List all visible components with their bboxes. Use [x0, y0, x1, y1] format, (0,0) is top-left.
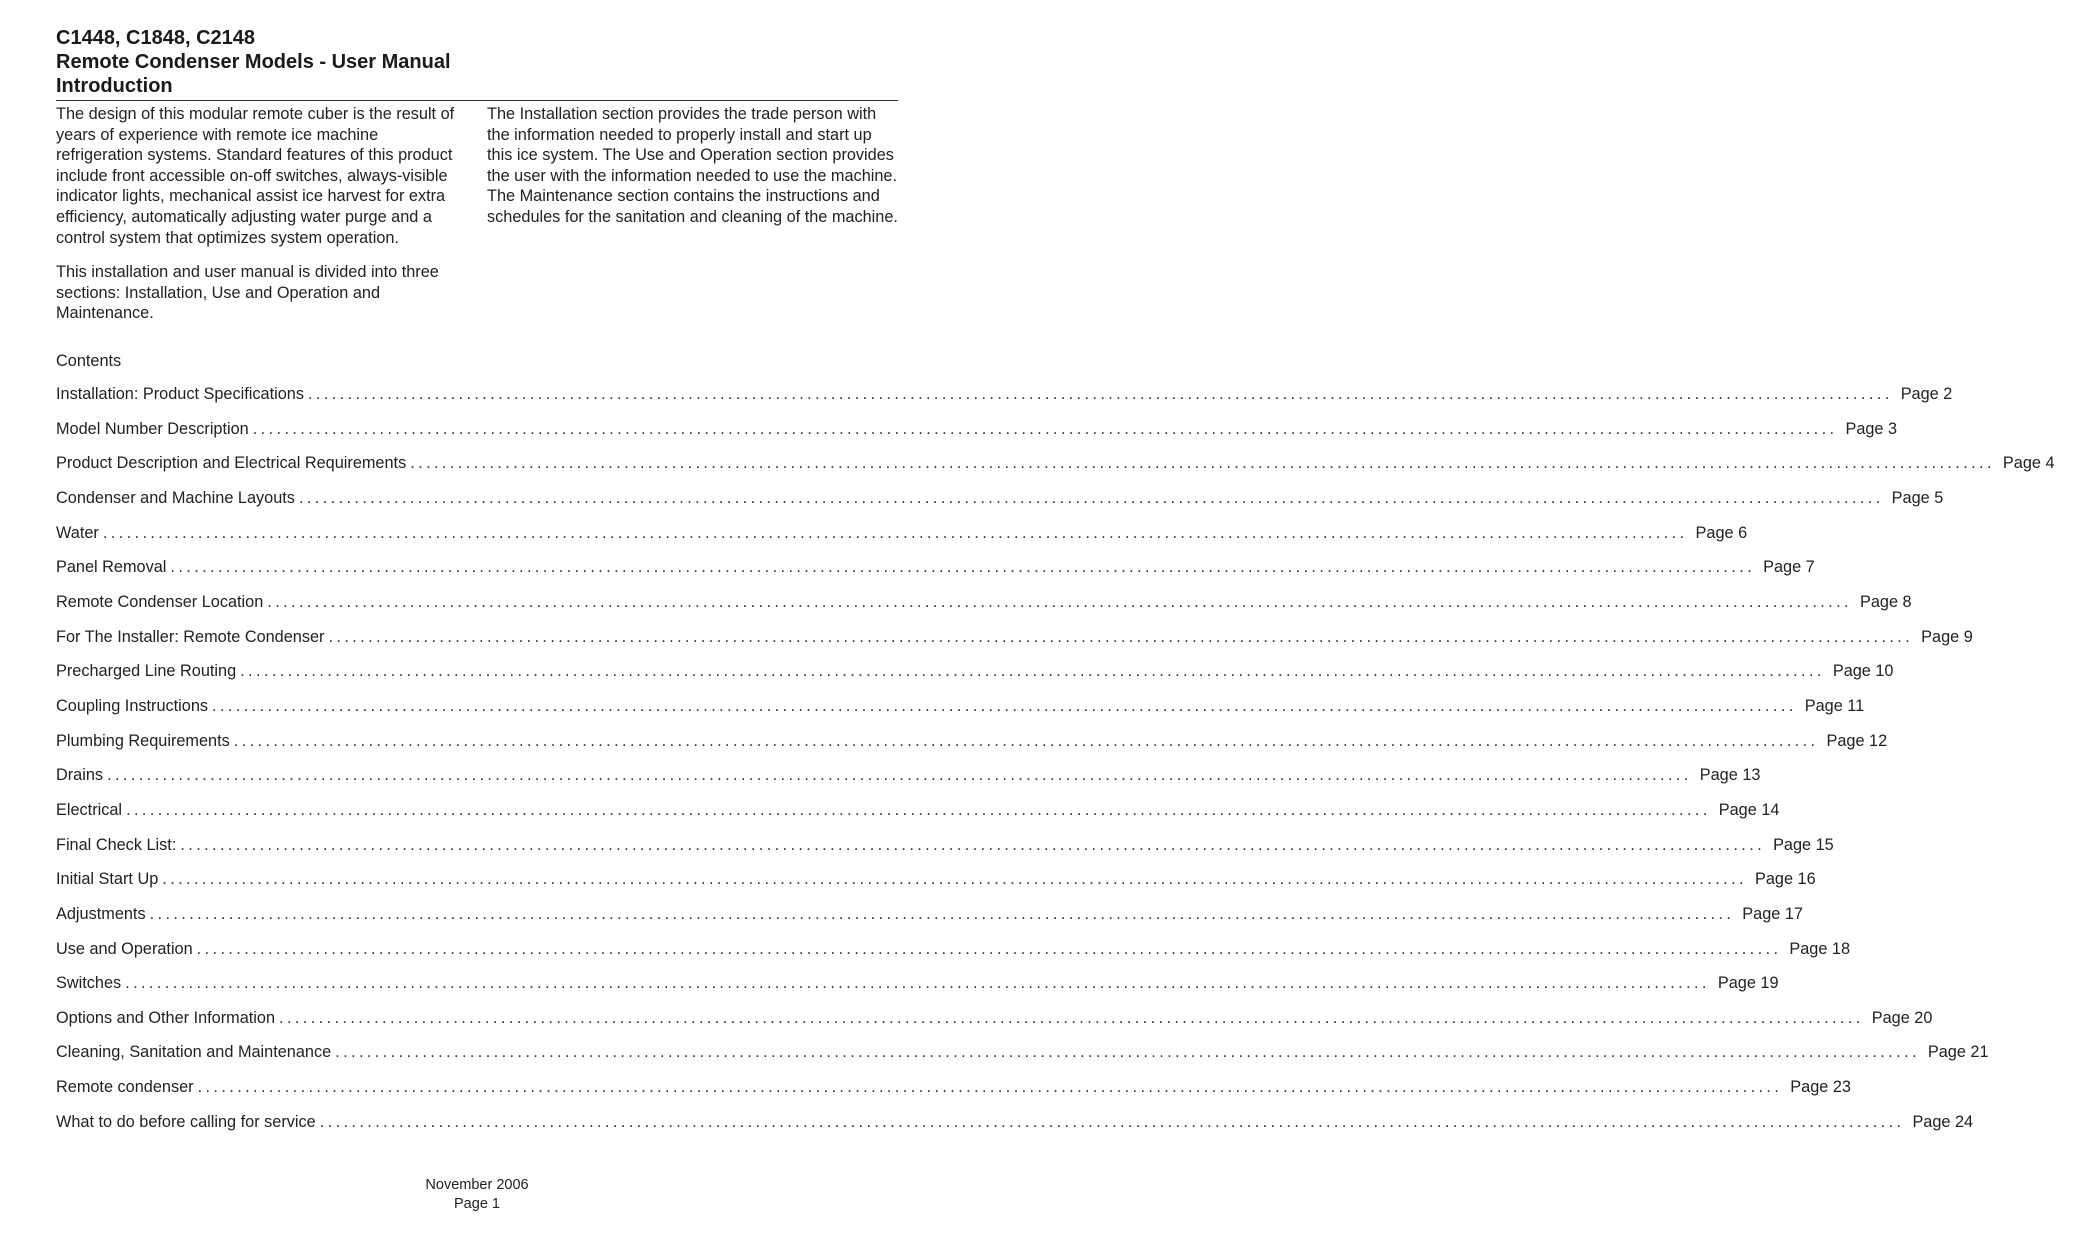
toc-entry-page: Page 14 — [1718, 800, 1780, 819]
intro-paragraph-overview: The Installation section provides the trade person with the information needed to properly install and start up this ice system. The Use and Operation section provides the user with the information needed to use the machine. The Maintenance section contains the instructions and schedules for the sanitation and cleaning of the machine. — [487, 105, 898, 226]
toc-entry[interactable] — [56, 973, 1779, 1008]
toc-entry[interactable] — [56, 731, 1888, 766]
toc-entry-page: Page 19 — [1717, 974, 1779, 993]
toc-entry[interactable] — [56, 904, 1803, 939]
toc-entry-page: Page 9 — [1921, 627, 1973, 646]
intro-paragraph-design: The design of this modular remote cuber is the result of years of experience with remote ice machine refrigeration systems. Standard features of this product include front accessible on-off switches, always-visible indicator lights, mechanical assist ice harvest for extra efficiency, automatically adjusting water purge and a control system that optimizes system operation. — [56, 105, 455, 247]
toc-entry-title: For The Installer: Remote Condenser — [56, 627, 325, 646]
toc-dot-leader: ........................................................................................................................................................................................................ — [180, 835, 1766, 854]
toc-entry-page: Page 11 — [1804, 696, 1865, 715]
toc-entry[interactable] — [56, 523, 1748, 558]
toc-entry-page: Page 20 — [1871, 1008, 1933, 1027]
toc-entry[interactable] — [56, 453, 2055, 488]
intro-paragraph-sections: This installation and user manual is divided into three sections: Installation, Use and Operation and Maintenance. — [56, 263, 439, 323]
toc-entry-title: Condenser and Machine Layouts — [56, 488, 295, 507]
toc-dot-leader: ........................................................................................................................................................................................................ — [196, 939, 1782, 958]
toc-entry-title: Drains — [56, 766, 104, 785]
toc-entry[interactable] — [56, 1008, 1933, 1043]
toc-entry[interactable] — [56, 661, 1894, 696]
intro-right-column — [487, 104, 901, 228]
toc-entry-title: Plumbing Requirements — [56, 731, 230, 750]
toc-entry-page: Page 8 — [1859, 592, 1912, 611]
footer-page-number: Page 1 — [454, 1196, 500, 1212]
toc-entry-title: Remote Condenser Location — [56, 592, 264, 611]
toc-entry-page: Page 15 — [1773, 835, 1834, 854]
toc-entry-page: Page 7 — [1763, 558, 1815, 577]
toc-entry-page: Page 6 — [1695, 523, 1748, 542]
toc-entry-page: Page 4 — [2002, 454, 2055, 473]
toc-entry-title: Switches — [56, 974, 122, 993]
toc-entry[interactable] — [56, 1077, 1851, 1112]
page-footer — [0, 1176, 954, 1214]
toc-entry-title: Cleaning, Sanitation and Maintenance — [56, 1043, 332, 1062]
toc-entry-title: Product Description and Electrical Requirements — [56, 454, 407, 473]
toc-dot-leader: ........................................................................................................................................................................................................ — [212, 696, 1797, 715]
toc-entry-title: Options and Other Information — [56, 1008, 276, 1027]
header-divider — [56, 100, 898, 101]
toc-entry-title: Model Number Description — [56, 419, 249, 438]
toc-dot-leader: ........................................................................................................................................................................................................ — [252, 419, 1838, 438]
toc-entry-title: Final Check List: — [56, 835, 177, 854]
toc-entry-page: Page 10 — [1832, 662, 1894, 681]
toc-dot-leader: ........................................................................................................................................................................................................ — [197, 1078, 1783, 1097]
toc-entry[interactable] — [56, 939, 1851, 974]
table-of-contents — [56, 384, 2055, 1146]
toc-dot-leader: ........................................................................................................................................................................................................ — [319, 1112, 1905, 1131]
toc-entry[interactable] — [56, 696, 1865, 731]
toc-entry-page: Page 24 — [1912, 1112, 1974, 1131]
toc-entry[interactable] — [56, 419, 1898, 454]
toc-dot-leader: ........................................................................................................................................................................................................ — [102, 523, 1688, 542]
toc-entry[interactable] — [56, 765, 1761, 800]
toc-dot-leader: ........................................................................................................................................................................................................ — [162, 870, 1747, 889]
toc-entry[interactable] — [56, 1112, 1974, 1147]
toc-entry-title: Installation: Product Specifications — [56, 385, 304, 403]
toc-entry-page: Page 21 — [1927, 1043, 1989, 1062]
document-header — [56, 26, 898, 98]
toc-entry-page: Page 12 — [1826, 731, 1888, 750]
toc-entry[interactable] — [56, 835, 1834, 870]
toc-entry-title: Adjustments — [56, 904, 146, 923]
toc-entry-title: Initial Start Up — [56, 870, 159, 889]
toc-entry-title: Remote condenser — [56, 1078, 194, 1097]
toc-entry-title: Use and Operation — [56, 939, 193, 958]
footer-date: November 2006 — [425, 1177, 529, 1193]
toc-dot-leader: ........................................................................................................................................................................................................ — [328, 627, 1914, 646]
toc-entry-title: Coupling Instructions — [56, 696, 209, 715]
toc-entry[interactable] — [56, 592, 1912, 627]
toc-entry-title: Precharged Line Routing — [56, 662, 237, 681]
toc-entry-title: Panel Removal — [56, 558, 167, 577]
toc-entry-title: What to do before calling for service — [56, 1112, 316, 1131]
toc-entry[interactable] — [56, 384, 1953, 419]
toc-entry-page: Page 5 — [1891, 488, 1944, 507]
toc-dot-leader: ........................................................................................................................................................................................................ — [298, 488, 1884, 507]
toc-entry[interactable] — [56, 627, 1973, 662]
toc-entry-page: Page 17 — [1742, 904, 1803, 923]
intro-left-column — [56, 104, 466, 324]
toc-entry-page: Page 2 — [1900, 385, 1953, 403]
toc-entry-page: Page 16 — [1754, 870, 1816, 889]
toc-dot-leader: ........................................................................................................................................................................................................ — [170, 558, 1756, 577]
toc-entry-page: Page 18 — [1789, 939, 1851, 958]
toc-entry[interactable] — [56, 1042, 1989, 1077]
toc-entry-page: Page 3 — [1845, 419, 1898, 438]
model-numbers-title: C1448, C1848, C2148 — [56, 27, 256, 49]
toc-entry-page: Page 13 — [1699, 766, 1761, 785]
toc-dot-leader: ........................................................................................................................................................................................................ — [267, 592, 1852, 611]
toc-entry[interactable] — [56, 869, 1816, 904]
toc-entry-page: Page 23 — [1790, 1078, 1851, 1097]
toc-entry[interactable] — [56, 800, 1780, 835]
toc-entry-title: Electrical — [56, 800, 123, 819]
toc-entry-title: Water — [56, 523, 99, 542]
toc-dot-leader: ........................................................................................................................................................................................................ — [107, 766, 1692, 785]
toc-entry[interactable] — [56, 557, 1815, 592]
toc-dot-leader: ........................................................................................................................................................................................................ — [279, 1008, 1864, 1027]
toc-dot-leader: ........................................................................................................................................................................................................ — [240, 662, 1825, 681]
contents-label: Contents — [56, 352, 122, 370]
toc-dot-leader: ........................................................................................................................................................................................................ — [125, 974, 1710, 993]
toc-dot-leader: ........................................................................................................................................................................................................ — [149, 904, 1735, 923]
toc-dot-leader: ........................................................................................................................................................................................................ — [307, 385, 1893, 403]
toc-dot-leader: ........................................................................................................................................................................................................ — [410, 454, 1995, 473]
section-heading: Introduction — [56, 75, 173, 97]
toc-dot-leader: ........................................................................................................................................................................................................ — [335, 1043, 1920, 1062]
toc-entry[interactable] — [56, 488, 1944, 523]
toc-dot-leader: ........................................................................................................................................................................................................ — [126, 800, 1711, 819]
manual-subtitle: Remote Condenser Models - User Manual — [56, 51, 451, 73]
toc-dot-leader: ........................................................................................................................................................................................................ — [233, 731, 1819, 750]
